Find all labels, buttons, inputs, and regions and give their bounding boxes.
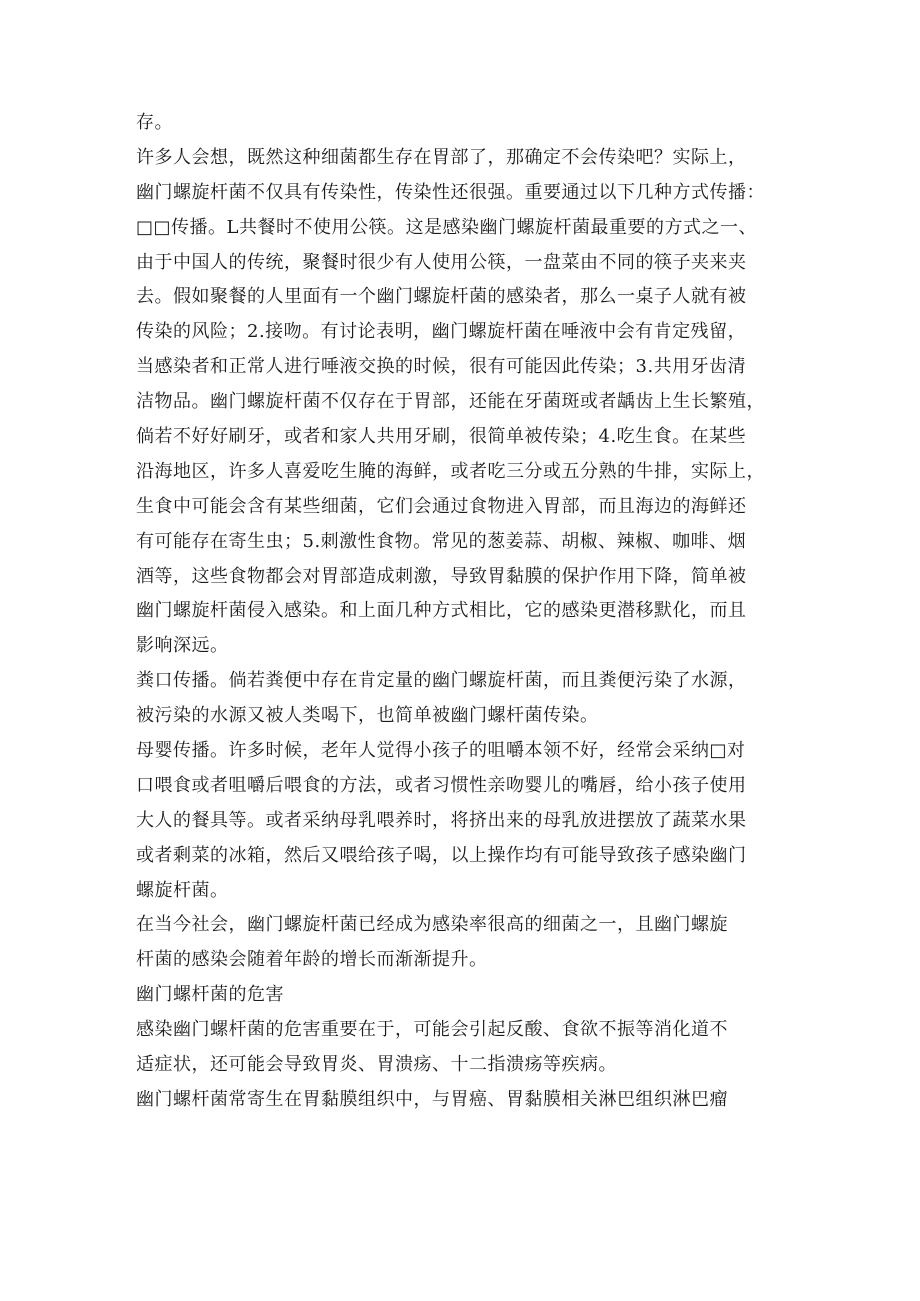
text-line: 许多人会想，既然这种细菌都生存在胃部了，那确定不会传染吧？实际上，	[136, 146, 747, 168]
document-body	[136, 106, 796, 1118]
text-line: 被污染的水源又被人类喝下，也简单被幽门螺杆菌传染。	[136, 705, 599, 727]
text-line: □□传播。L共餐时不使用公筷。这是感染幽门螺旋杆菌最重要的方式之一、	[136, 216, 757, 238]
text-line: 适症状，还可能会导致胃炎、胃溃疡、十二指溃疡等疾病。	[136, 1054, 617, 1076]
text-line: 幽门螺旋杆菌侵入感染。和上面几种方式相比，它的感染更潜移默化，而且	[136, 600, 747, 622]
text-line: 去。假如聚餐的人里面有一个幽门螺旋杆菌的感染者，那么一桌子人就有被	[136, 286, 747, 308]
text-line: 母婴传播。许多时候，老年人觉得小孩子的咀嚼本领不好，经常会采纳□对	[136, 740, 746, 762]
text-line: 大人的餐具等。或者采纳母乳喂养时，将挤出来的母乳放进摆放了蔬菜水果	[136, 809, 747, 831]
text-line: 酒等，这些食物都会对胃部造成刺激，导致胃黏膜的保护作用下降，简单被	[136, 565, 747, 587]
text-line: 或者剩菜的冰箱，然后又喂给孩子喝，以上操作均有可能导致孩子感染幽门	[136, 844, 747, 866]
text-line: 当感染者和正常人进行唾液交换的时候，很有可能因此传染；3.共用牙齿清	[136, 356, 747, 378]
text-line: 幽门螺旋杆菌不仅具有传染性，传染性还很强。重要通过以下几种方式传播：	[136, 181, 765, 203]
text-line: 幽门螺杆菌常寄生在胃黏膜组织中，与胃癌、胃黏膜相关淋巴组织淋巴瘤	[136, 1088, 728, 1110]
text-line: 粪口传播。倘若粪便中存在肯定量的幽门螺旋杆菌，而且粪便污染了水源，	[136, 670, 747, 692]
text-line: 有可能存在寄生虫；5.刺激性食物。常见的葱姜蒜、胡椒、辣椒、咖啡、烟	[136, 530, 747, 552]
text-line: 沿海地区，许多人喜爱吃生腌的海鲜，或者吃三分或五分熟的牛排，实际上，	[136, 460, 765, 482]
text-line: 传染的风险；2.接吻。有讨论表明，幽门螺旋杆菌在唾液中会有肯定残留，	[136, 321, 747, 343]
text-line: 在当今社会，幽门螺旋杆菌已经成为感染率很高的细菌之一，且幽门螺旋	[136, 914, 728, 936]
text-line: 洁物品。幽门螺旋杆菌不仅存在于胃部，还能在牙菌斑或者龋齿上生长繁殖，	[136, 391, 765, 413]
text-line: 感染幽门螺杆菌的危害重要在于，可能会引起反酸、食欲不振等消化道不	[136, 1019, 728, 1041]
text-line: 由于中国人的传统，聚餐时很少有人使用公筷，一盘菜由不同的筷子夹来夹	[136, 251, 747, 273]
text-line: 螺旋杆菌。	[136, 879, 229, 901]
section-heading: 幽门螺杆菌的危害	[136, 984, 284, 1006]
text-line: 口喂食或者咀嚼后喂食的方法，或者习惯性亲吻婴儿的嘴唇，给小孩子使用	[136, 774, 747, 796]
text-line: 影响深远。	[136, 635, 229, 657]
text-line: 倘若不好好刷牙，或者和家人共用牙刷，很简单被传染；4.吃生食。在某些	[136, 426, 747, 448]
text-line: 杆菌的感染会随着年龄的增长而渐渐提升。	[136, 949, 488, 971]
text-line: 存。	[136, 112, 173, 133]
text-line: 生食中可能会含有某些细菌，它们会通过食物进入胃部，而且海边的海鲜还	[136, 495, 747, 517]
